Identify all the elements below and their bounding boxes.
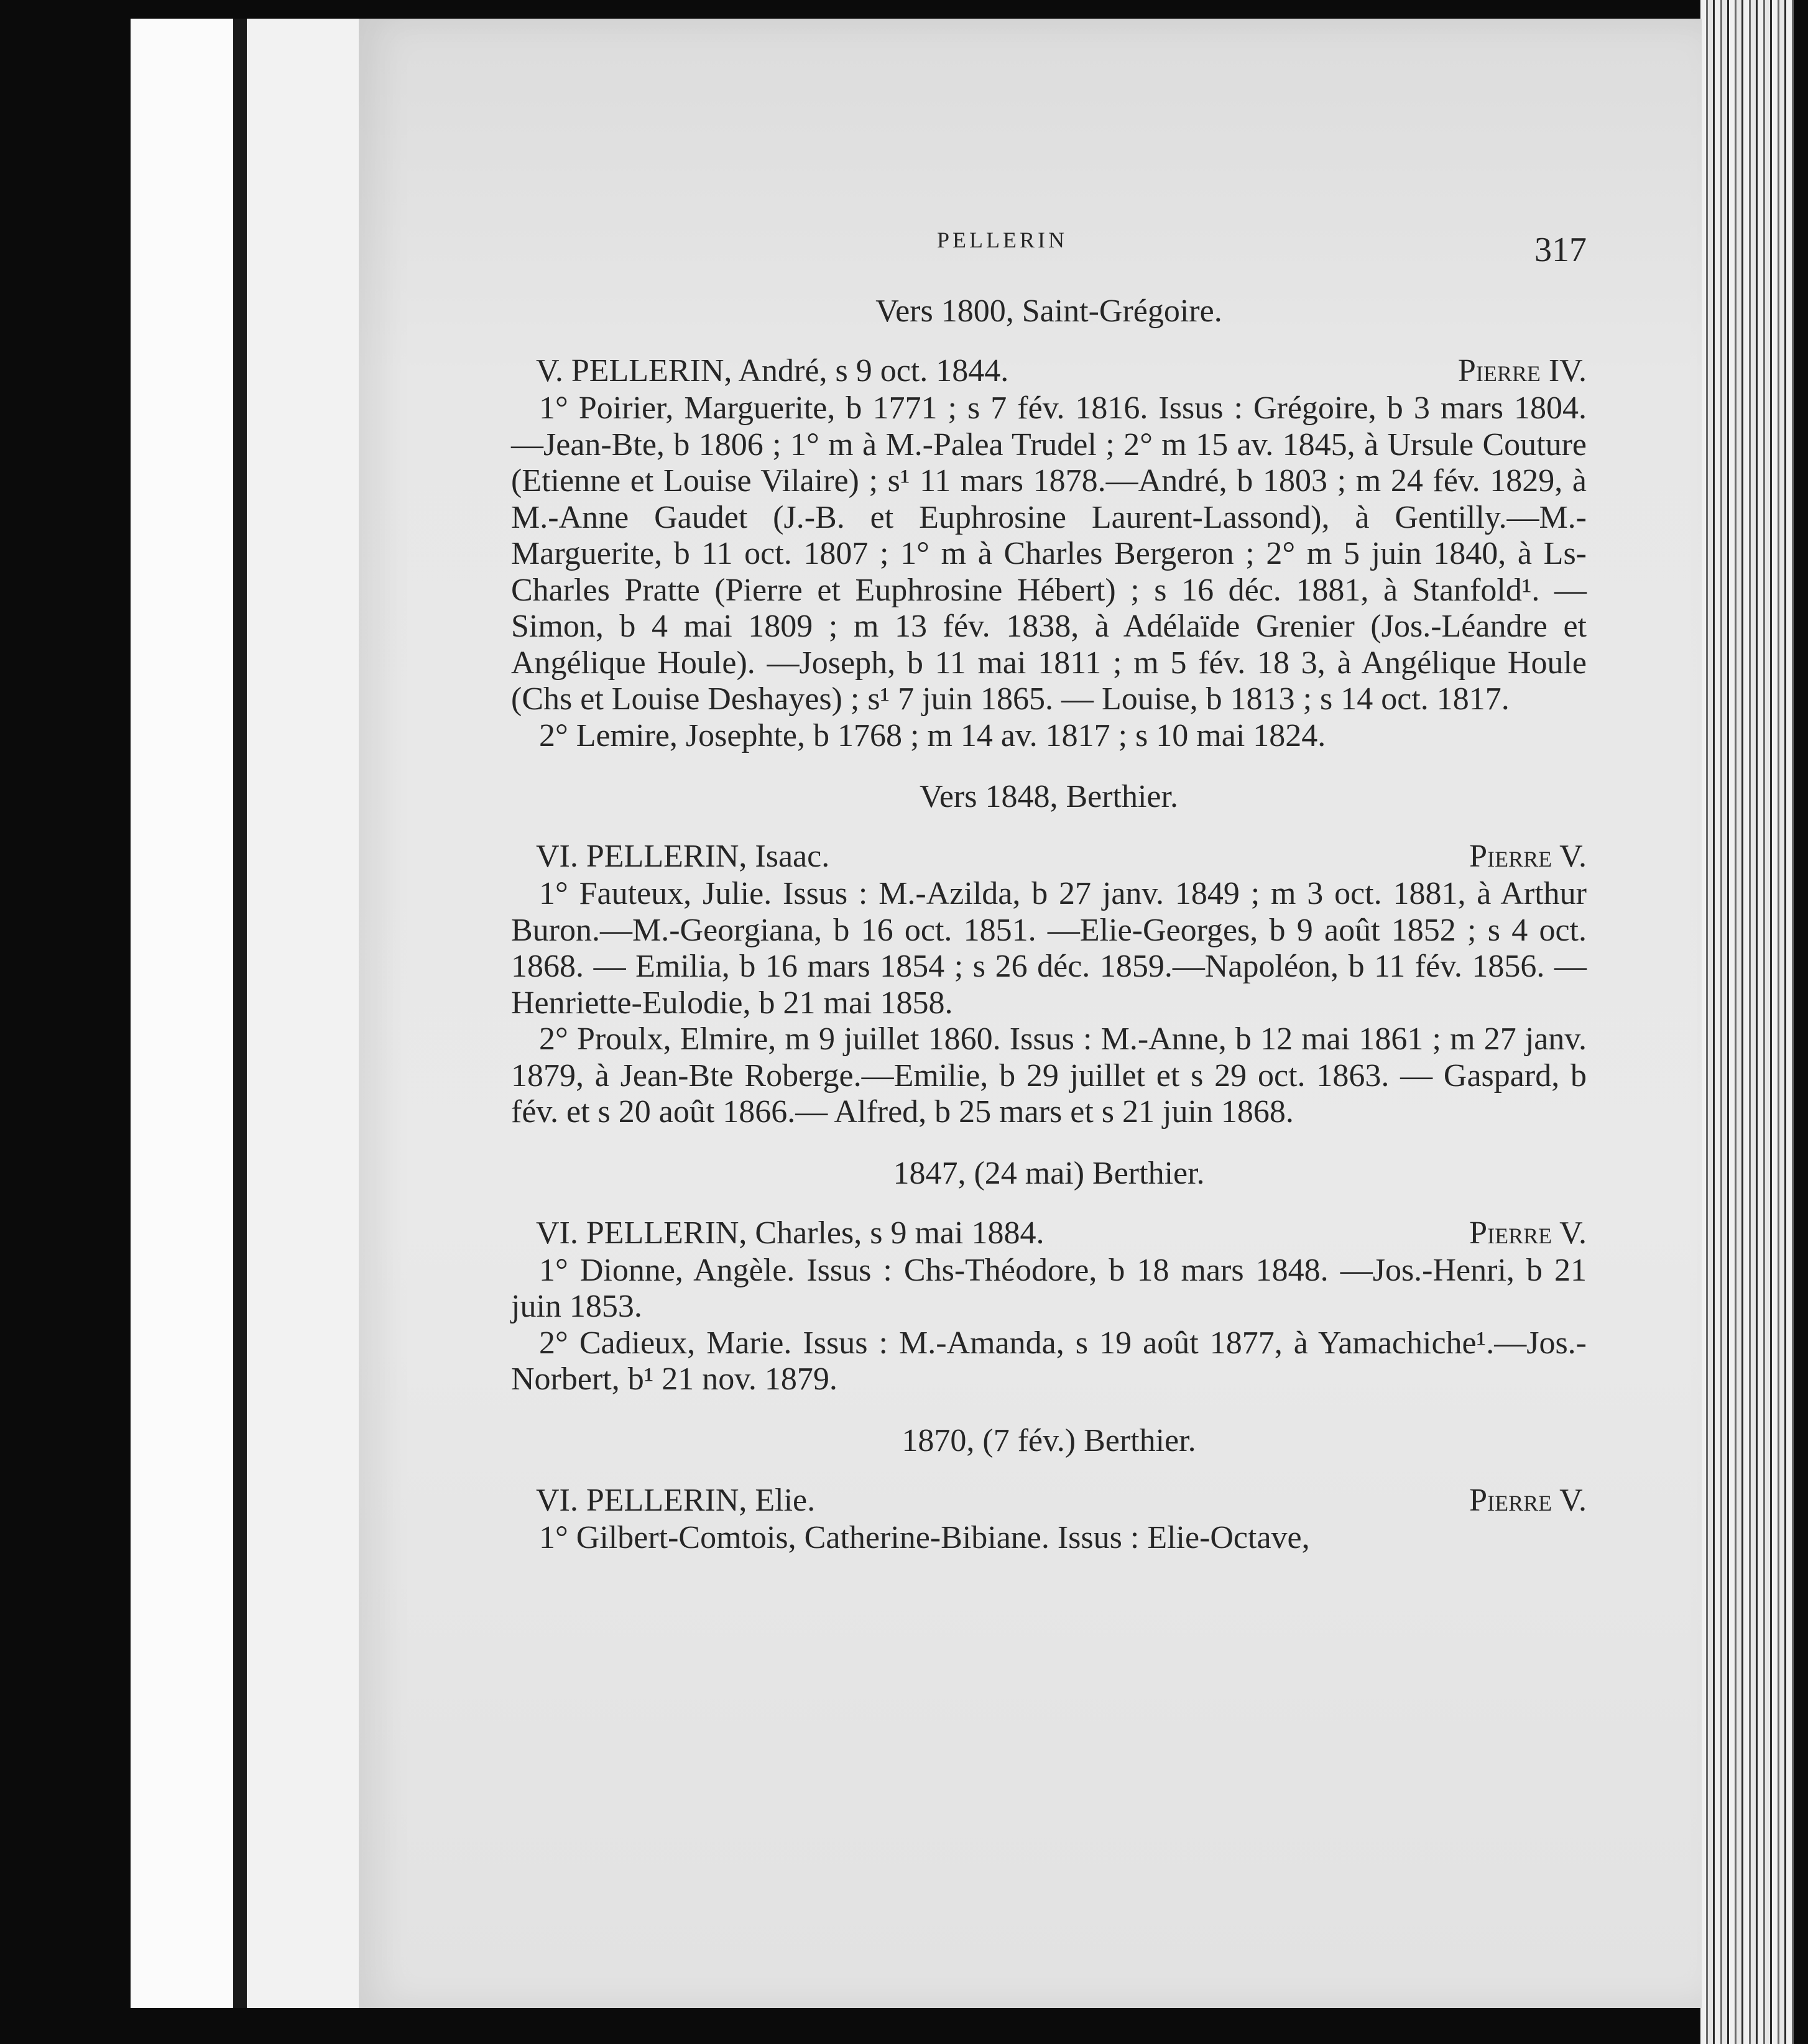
section-entry-1 [536,352,1587,390]
entry-name: VI. PELLERIN, Elie. [536,1482,816,1518]
book-page [359,19,1702,2008]
paragraph: 2° Lemire, Josephte, b 1768 ; m 14 av. 1817 ; s 10 mai 1824. [539,717,1326,753]
section-place-3: 1847, (24 mai) Berthier. [893,1155,1205,1191]
page-content [511,280,1587,1556]
paragraph: 2° Proulx, Elmire, m 9 juillet 1860. Issus : M.-Anne, b 12 mai 1861 ; m 27 janv. 1879, à Jean-Bte Roberge.—Emilie, b 29 juillet et s 29 oct. 1863. — Gaspard, b fév. et s 20 août 1866.— Alfred, b 25 mars et s 21 juin 1868. [511,1021,1587,1130]
entry-parent: Pierre V. [1469,839,1587,874]
entry-parent: Pierre IV. [1457,353,1587,389]
paragraph: 1° Fauteux, Julie. Issus : M.-Azilda, b 27 janv. 1849 ; m 3 oct. 1881, à Arthur Buron.—M.-Georgiana, b 16 oct. 1851. —Elie-Georges, b 9 août 1852 ; s 4 oct. 1868. — Emilia, b 16 mars 1854 ; s 26 déc. 1859.—Napoléon, b 11 fév. 1856. — Henriette-Eulodie, b 21 mai 1858. [511,876,1587,1021]
page-number: 317 [1534,231,1587,269]
section-entry-4 [536,1481,1587,1520]
section-entry-2 [536,837,1587,876]
entry-name: V. PELLERIN, André, s 9 oct. 1844. [536,353,1009,389]
running-head: PELLERIN [937,228,1068,252]
paragraph: 1° Poirier, Marguerite, b 1771 ; s 7 fév. 1816. Issus : Grégoire, b 3 mars 1804. —Jean-Bte, b 1806 ; 1° m à M.-Palea Trudel ; 2° m 15 av. 1845, à Ursule Couture (Etienne et Louise Vilaire) ; s¹ 11 mars 1878.—André, b 1803 ; m 24 fév. 1829, à M.-Anne Gaudet (J.-B. et Euphrosine Laurent-Lassond), à Gentilly.—M.-Marguerite, b 11 oct. 1807 ; 1° m à Charles Bergeron ; 2° m 5 juin 1840, à Ls-Charles Pratte (Pierre et Euphrosine Hébert) ; s 16 déc. 1881, à Stanfold¹. — Simon, b 4 mai 1809 ; m 13 fév. 1838, à Adélaïde Grenier (Jos.-Léandre et Angélique Houle). —Joseph, b 11 mai 1811 ; m 5 fév. 18 3, à Angélique Houle (Chs et Louise Deshayes) ; s¹ 7 juin 1865. — Louise, b 1813 ; s 14 oct. 1817. [511,390,1587,717]
facing-page-edge [247,19,359,2008]
section-place-1: Vers 1800, Saint-Grégoire. [875,293,1222,329]
section-place-4: 1870, (7 fév.) Berthier. [902,1422,1196,1458]
facing-page-margin [131,19,233,2008]
page-edges [1700,0,1794,2044]
book-gutter [233,19,247,2008]
section-place-2: Vers 1848, Berthier. [920,779,1178,814]
section-entry-3 [536,1214,1587,1253]
entry-parent: Pierre V. [1469,1482,1587,1518]
entry-name: VI. PELLERIN, Isaac. [536,839,830,874]
paragraph: 2° Cadieux, Marie. Issus : M.-Amanda, s 19 août 1877, à Yamachiche¹.—Jos.-Norbert, b¹ 21 nov. 1879. [511,1325,1587,1397]
entry-parent: Pierre V. [1469,1215,1587,1251]
entry-name: VI. PELLERIN, Charles, s 9 mai 1884. [536,1215,1045,1251]
paragraph: 1° Dionne, Angèle. Issus : Chs-Théodore, b 18 mars 1848. —Jos.-Henri, b 21 juin 1853. [511,1252,1587,1324]
paragraph: 1° Gilbert-Comtois, Catherine-Bibiane. Issus : Elie-Octave, [539,1519,1310,1555]
